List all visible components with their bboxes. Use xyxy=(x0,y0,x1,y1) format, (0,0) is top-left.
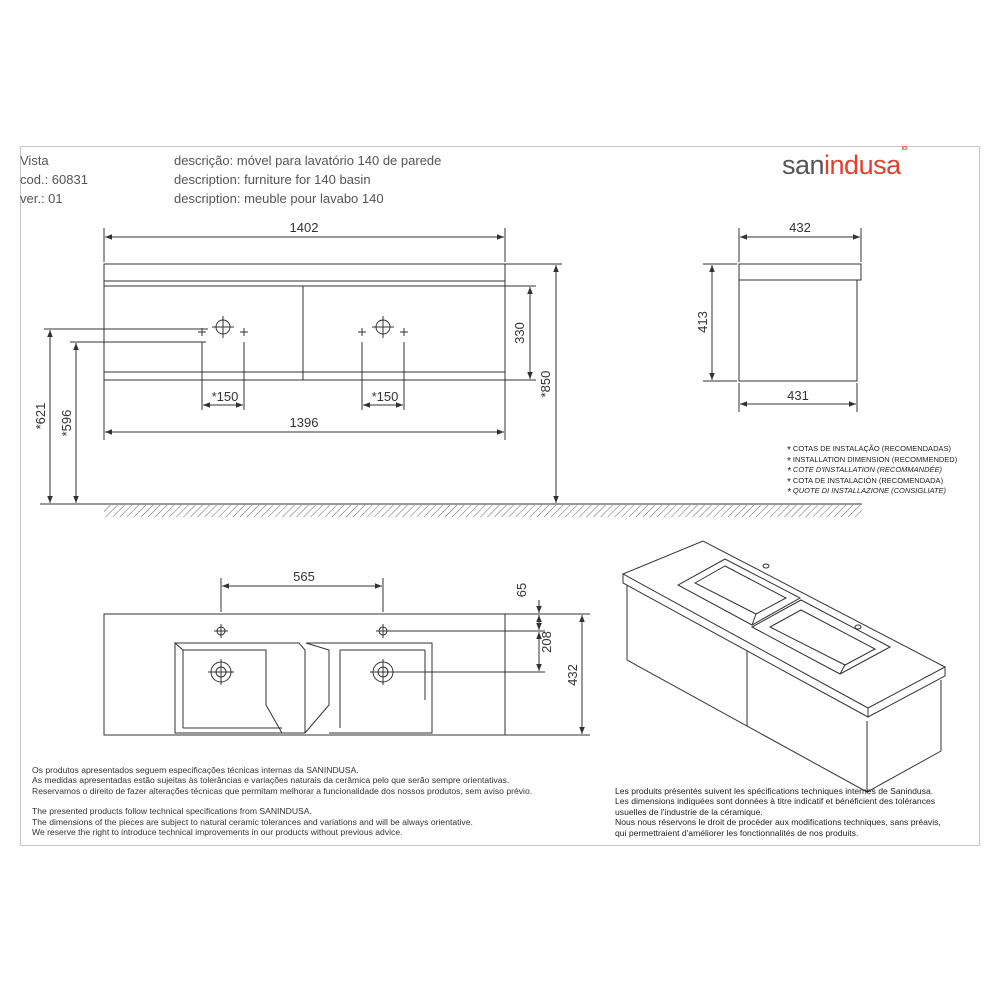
note-pt: COTAS DE INSTALAÇÃO (RECOMENDADAS) xyxy=(792,444,951,453)
note-es: COTA DE INSTALACIÓN (RECOMENDADA) xyxy=(792,475,944,485)
footer-fr-line-2: Les dimensions indiquées sont données à titre indicatif et bénéficient des tolérances xyxy=(615,796,936,807)
view-label: Vista xyxy=(20,153,49,168)
dim-1402: 1402 xyxy=(289,220,319,235)
note-fr: COTE D'INSTALLATION (RECOMMANDÉE) xyxy=(792,465,942,474)
iso-basin-right xyxy=(752,600,890,674)
dim-side-431: 431 xyxy=(787,388,809,403)
iso-basin-left xyxy=(678,559,800,625)
front-cabinet xyxy=(104,286,505,380)
dim-330: 330 xyxy=(512,322,527,344)
version-label: ver.: 01 xyxy=(20,191,63,206)
description-en: description: furniture for 140 basin xyxy=(174,172,371,187)
side-cabinet xyxy=(739,280,857,381)
description-fr: description: meuble pour lavabo 140 xyxy=(174,191,384,206)
footer-fr-line-4: Nous nous réservons le droit de procéder aux modifications techniques, sans préavis, xyxy=(615,817,941,828)
dim-tap-spacing-right: *150 xyxy=(371,389,399,404)
code-label: cod.: 60831 xyxy=(20,172,88,187)
note-en: INSTALLATION DIMENSION (RECOMMENDED) xyxy=(792,454,958,464)
footer-fr-line-3: usuelles de l'industrie de la céramique. xyxy=(615,806,763,817)
footer-en-line-3: We reserve the right to introduce technical improvements in our products without previous advice. xyxy=(32,827,403,838)
isometric-view xyxy=(623,541,945,792)
floor-hatch xyxy=(104,505,862,517)
dim-side-413: 413 xyxy=(695,311,710,333)
plan-basin-left xyxy=(175,643,305,733)
dim-208: 208 xyxy=(539,631,554,653)
dim-65: 65 xyxy=(514,582,529,598)
footer-right xyxy=(615,786,941,838)
logo-text-san: san xyxy=(782,150,825,180)
dim-850: *850 xyxy=(538,370,553,398)
plan-view xyxy=(104,578,590,735)
iso-countertop-top xyxy=(623,541,945,708)
note-it: QUOTE DI INSTALLAZIONE (CONSIGLIATE) xyxy=(792,486,946,495)
footer-pt-line-3: Reservamos o direito de fazer alterações técnicas que permitam melhorar a funcionalidade dos nossos produtos, sem aviso prévio. xyxy=(32,785,533,796)
dim-1396: 1396 xyxy=(289,415,319,430)
dim-565: 565 xyxy=(293,569,315,584)
logo-text-indusa: indusa xyxy=(824,150,901,180)
description-pt: descrição: móvel para lavatório 140 de parede xyxy=(174,153,442,168)
side-view xyxy=(703,228,861,412)
dim-plan-432: 432 xyxy=(565,664,580,686)
footer-pt-line-2: As medidas apresentadas estão sujeitas às tolerâncias e variações naturais da cerâmica pelo que serão sempre orientativas. xyxy=(32,775,510,786)
dim-side-432: 432 xyxy=(789,220,811,235)
footer-left xyxy=(32,765,532,837)
side-countertop xyxy=(739,264,861,280)
plan-basin-right xyxy=(305,643,432,733)
footer-pt-line-1: Os produtos apresentados seguem especificações técnicas internas da SANINDUSA. xyxy=(32,765,359,775)
dim-596: *596 xyxy=(59,409,74,437)
footer-en-line-2: The dimensions of the pieces are subject to natural ceramic tolerances and variations and will be always orientative. xyxy=(32,816,473,827)
dim-621: *621 xyxy=(33,402,48,430)
front-countertop xyxy=(104,264,505,281)
logo-mark: ioi xyxy=(901,145,908,152)
iso-cabinet-side xyxy=(867,680,941,792)
footer-fr-line-5: qui permettraient d'améliorer les fonctionnalités de nos produits. xyxy=(615,827,859,838)
footer-fr-line-1: Les produits présentés suivent les spécifications techniques internes de Sanindusa. xyxy=(615,786,934,796)
footer-en-line-1: The presented products follow technical specifications from SANINDUSA. xyxy=(32,806,312,817)
installation-notes: * COTAS DE INSTALAÇÃO (RECOMENDADAS) * INSTALLATION DIMENSION (RECOMMENDED) * COTE D'INSTALLATION (RECOMMANDÉE) * COTA DE INSTALACIÓN (RECOMENDADA) * QUOTE DI INSTALLAZIONE (CONSIGLIATE) xyxy=(787,444,958,498)
dim-tap-spacing-left: *150 xyxy=(211,389,239,404)
